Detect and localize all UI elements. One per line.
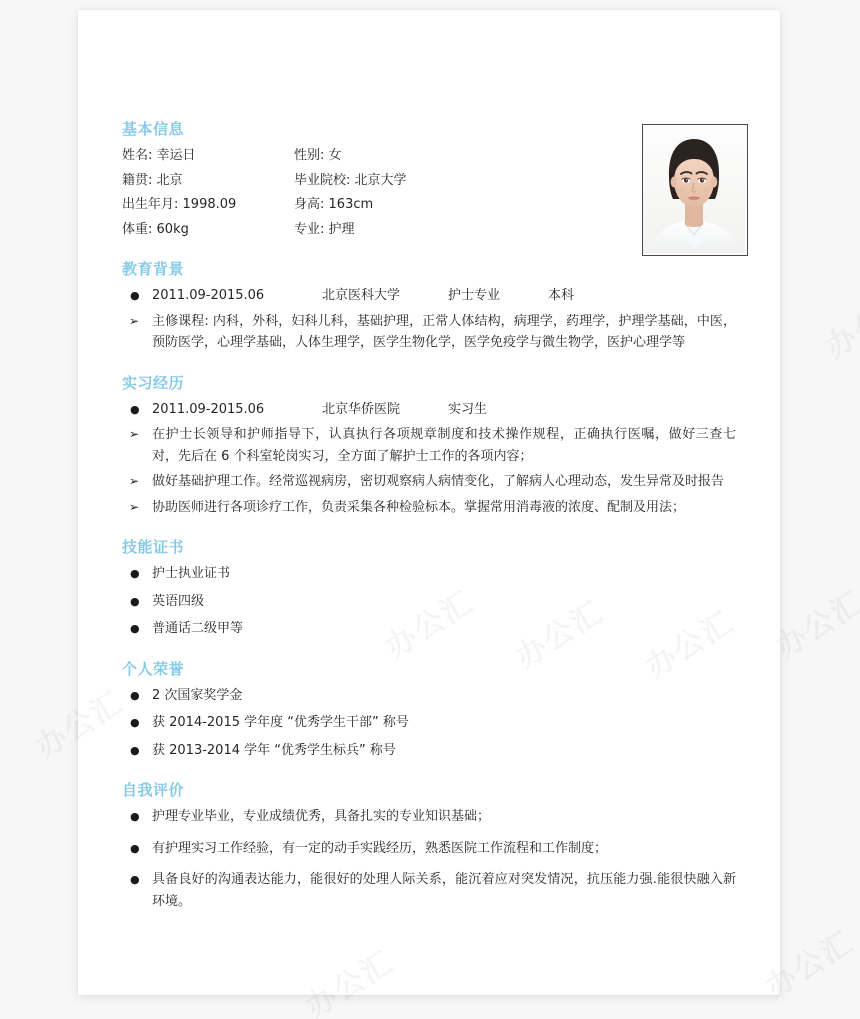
honor-item-text: 2 次国家奖学金 [152, 687, 243, 703]
field-major-value: 护理 [328, 221, 355, 237]
dot-bullet-icon: ● [130, 873, 140, 886]
arrow-bullet-icon: ➢ [129, 499, 140, 514]
field-school-value: 北京大学 [354, 172, 407, 188]
basic-info-row [122, 145, 552, 167]
section-self-evaluation [122, 781, 736, 912]
education-school: 北京医科大学 [322, 288, 401, 303]
internship-role: 实习生 [448, 401, 488, 417]
internship-detail-text: 在护士长领导和护师指导下，认真执行各项规章制度和技术操作规程，正确执行医嘱，做好三查七对，先后在 6 个科室轮岗实习，全方面了解护士工作的各项内容； [152, 427, 736, 464]
dot-bullet-icon: ● [130, 743, 140, 757]
dot-bullet-icon: ● [130, 567, 140, 580]
basic-info-grid [122, 145, 552, 240]
section-education [122, 260, 736, 354]
certificate-item-text: 普通话二级甲等 [152, 621, 244, 636]
section-certificates [122, 538, 736, 640]
honor-item-text: 获 2014-2015 学年度 “优秀学生干部” 称号 [152, 715, 409, 730]
field-school [294, 170, 544, 192]
internship-detail [122, 497, 736, 519]
dot-bullet-icon: ● [130, 402, 140, 416]
field-school-label: 毕业院校: [294, 172, 351, 188]
internship-entry [122, 399, 736, 421]
education-detail [122, 311, 736, 354]
self-evaluation-list [122, 806, 736, 912]
basic-info-row [122, 170, 552, 192]
field-major [294, 219, 544, 241]
section-internship [122, 374, 736, 519]
dot-bullet-icon: ● [130, 810, 140, 823]
field-birthdate-value: 1998.09 [182, 197, 237, 212]
field-hometown [122, 170, 294, 192]
arrow-bullet-icon: ➢ [129, 427, 140, 441]
field-weight [122, 219, 294, 241]
arrow-bullet-icon: ➢ [129, 474, 140, 488]
watermark [816, 278, 860, 366]
field-gender-label: 性别: [294, 148, 325, 163]
internship-detail [122, 471, 736, 493]
dot-bullet-icon: ● [130, 688, 140, 702]
education-entry-row [152, 285, 736, 307]
internship-organization: 北京华侨医院 [322, 401, 401, 417]
self-evaluation-item-text: 有护理实习工作经验，有一定的动手实践经历，熟悉医院工作流程和工作制度； [152, 840, 608, 856]
internship-detail-text: 协助医师进行各项诊疗工作，负责采集各种检验标本。掌握常用消毒液的浓度、配制及用法； [152, 499, 686, 515]
field-height [294, 194, 544, 216]
internship-list [122, 399, 736, 519]
dot-bullet-icon: ● [130, 622, 140, 635]
dot-bullet-icon: ● [130, 841, 140, 855]
portrait-photo [642, 124, 748, 256]
field-birthdate [122, 194, 294, 216]
arrow-bullet-icon: ➢ [129, 313, 140, 328]
field-gender-value: 女 [328, 148, 342, 163]
self-evaluation-item-text: 具备良好的沟通表达能力，能很好的处理人际关系，能沉着应对突发情况，抗压能力强.能很快融入新环境。 [152, 872, 736, 909]
dot-bullet-icon: ● [130, 594, 140, 608]
dot-bullet-icon: ● [130, 716, 140, 729]
certificate-item-text: 护士执业证书 [152, 566, 231, 581]
field-hometown-label: 籍贯: [122, 172, 153, 188]
field-name [122, 145, 294, 167]
self-evaluation-item [122, 806, 736, 828]
honor-item [122, 685, 736, 707]
section-title-certificates: 技能证书 [122, 538, 185, 556]
resume-content [122, 120, 736, 912]
section-title-self-evaluation: 自我评价 [122, 781, 185, 799]
education-entry [122, 285, 736, 307]
section-title-internship: 实习经历 [122, 373, 185, 392]
section-title-honors: 个人荣誉 [122, 659, 185, 678]
field-height-value: 163cm [328, 197, 374, 212]
basic-info-row [122, 219, 552, 241]
internship-detail [122, 424, 736, 467]
field-weight-label: 体重: [122, 221, 153, 237]
resume-page [78, 10, 780, 995]
internship-date: 2011.09-2015.06 [152, 401, 265, 417]
education-degree: 本科 [548, 288, 575, 303]
field-weight-value: 60kg [156, 221, 189, 237]
internship-entry-row [152, 399, 736, 421]
portrait-photo-image [643, 125, 745, 253]
honor-item [122, 740, 736, 762]
certificate-item [122, 591, 736, 613]
field-major-label: 专业: [294, 221, 325, 237]
certificate-item-text: 英语四级 [152, 593, 205, 609]
certificate-item [122, 563, 736, 585]
certificate-item [122, 618, 736, 640]
section-title-basic-info: 基本信息 [122, 120, 185, 138]
section-title-education: 教育背景 [122, 260, 185, 278]
education-date: 2011.09-2015.06 [152, 288, 265, 303]
field-birthdate-label: 出生年月: [122, 197, 179, 212]
education-detail-text: 主修课程: 内科，外科，妇科儿科，基础护理，正常人体结构，病理学，药理学，护理学基础，中医，预防医学，心理学基础，人体生理学，医学生物化学，医学免疫学与微生物学，医护心理学等 [152, 313, 736, 350]
section-honors [122, 660, 736, 762]
internship-detail-text: 做好基础护理工作。经常巡视病房，密切观察病人病情变化，了解病人心理动态，发生异常及时报告 [152, 474, 725, 489]
honor-item-text: 获 2013-2014 学年 “优秀学生标兵” 称号 [152, 742, 396, 758]
self-evaluation-item-text: 护理专业毕业，专业成绩优秀，具备扎实的专业知识基础； [152, 809, 491, 824]
field-gender [294, 145, 544, 167]
field-hometown-value: 北京 [156, 172, 183, 188]
education-list [122, 285, 736, 354]
honor-item [122, 712, 736, 734]
honors-list [122, 685, 736, 762]
section-basic-info [122, 120, 736, 240]
basic-info-row [122, 194, 552, 216]
self-evaluation-item [122, 869, 736, 912]
self-evaluation-item [122, 838, 736, 860]
field-height-label: 身高: [294, 197, 325, 212]
certificates-list [122, 563, 736, 640]
field-name-label: 姓名: [122, 148, 153, 163]
field-name-value: 幸运日 [156, 148, 196, 163]
education-major: 护士专业 [448, 288, 501, 303]
dot-bullet-icon: ● [130, 289, 140, 302]
